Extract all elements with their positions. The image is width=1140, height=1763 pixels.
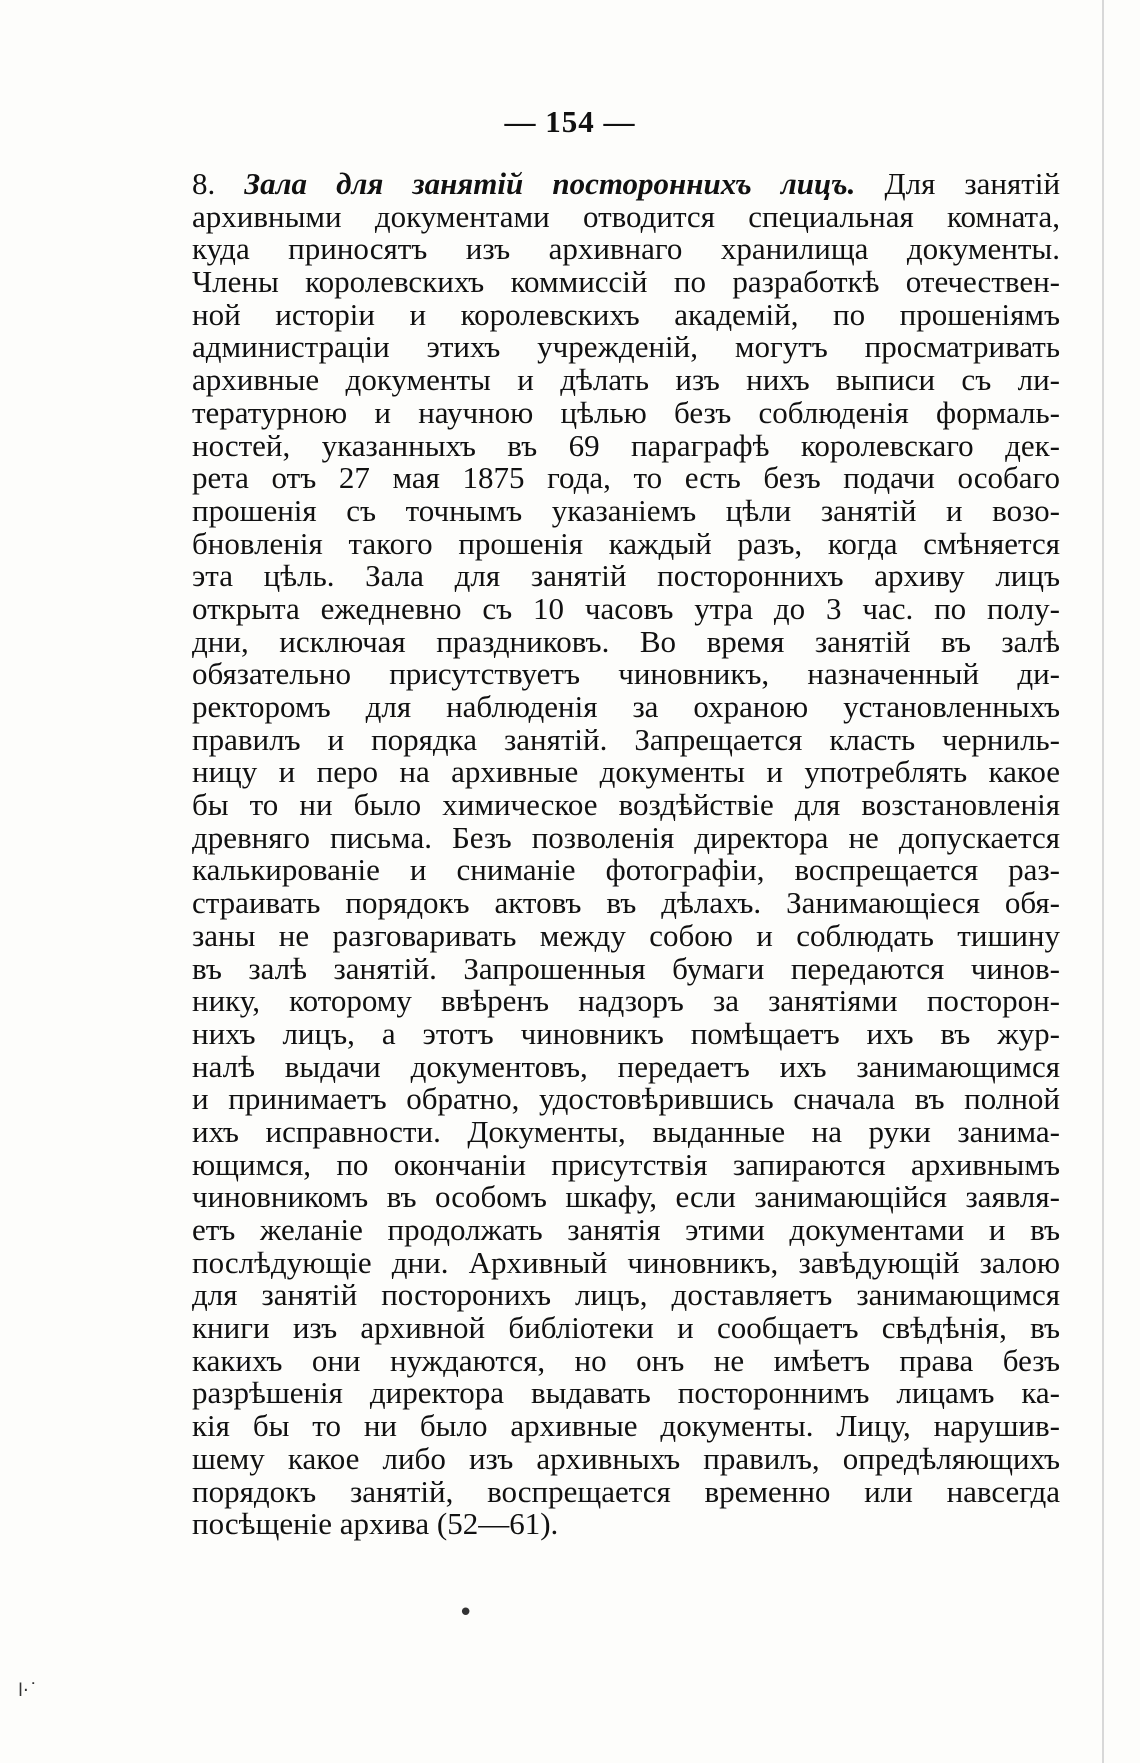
- text-line: калькированіе и сниманіе фотографіи, воспрещается раз-: [192, 852, 1060, 888]
- text-line: и принимаетъ обратно, удостовѣрившись сначала въ полной: [192, 1081, 1060, 1117]
- first-line: [192, 168, 1060, 201]
- first-line-text: Для занятій: [884, 166, 1061, 201]
- text-line: открыта ежедневно съ 10 часовъ утра до 3 час. по полу-: [192, 590, 1060, 626]
- text-line: тературною и научною цѣлью безъ соблюденія формаль-: [192, 394, 1060, 430]
- text-line: архивными документами отводится специальная комната,: [192, 198, 1060, 234]
- text-line: шему какое либо изъ архивныхъ правилъ, опредѣляющихъ: [192, 1440, 1060, 1476]
- corner-scan-mark: ⅼ·˙: [18, 1680, 38, 1701]
- text-line: прошенія съ точнымъ указаніемъ цѣли занятій и возо-: [192, 492, 1060, 528]
- text-line: ющимся, по окончаніи присутствія запираются архивнымъ: [192, 1146, 1060, 1182]
- text-line: обязательно присутствуетъ чиновникъ, назначенный ди-: [192, 656, 1060, 692]
- section-number: 8.: [192, 166, 216, 201]
- text-line: рета отъ 27 мая 1875 года, то есть безъ подачи особаго: [192, 460, 1060, 496]
- text-line: ницу и перо на архивные документы и употреблять какое: [192, 754, 1060, 790]
- text-line: нихъ лицъ, а этотъ чиновникъ помѣщаетъ ихъ въ жур-: [192, 1015, 1060, 1051]
- page-number: — 154 —: [504, 104, 636, 139]
- stray-dot-mark: •: [458, 1598, 474, 1628]
- text-line: бы то ни было химическое воздѣйствіе для возстановленія: [192, 787, 1060, 823]
- text-line: етъ желаніе продолжать занятія этими документами и въ: [192, 1212, 1060, 1247]
- text-line: заны не разговаривать между собою и соблюдать тишину: [192, 917, 1060, 953]
- text-line-last: посѣщеніе архива (52—61).: [192, 1506, 559, 1542]
- text-line: кія бы то ни было архивные документы. Лицу, нарушив-: [192, 1408, 1060, 1444]
- text-line: архивные документы и дѣлать изъ нихъ выписи съ ли-: [192, 362, 1060, 398]
- text-line: ректоромъ для наблюденія за охраною установленныхъ: [192, 689, 1060, 724]
- text-line: налѣ выдачи документовъ, передаетъ ихъ занимающимся: [192, 1048, 1060, 1084]
- text-line: книги изъ архивной библіотеки и сообщаетъ свѣдѣнія, въ: [192, 1310, 1060, 1346]
- text-line: древняго письма. Безъ позволенія директора не допускается: [192, 819, 1060, 855]
- text-line: нику, которому ввѣренъ надзоръ за занятіями посторон-: [192, 983, 1060, 1019]
- text-line: какихъ они нуждаются, но онъ не имѣетъ права безъ: [192, 1342, 1060, 1378]
- text-line: куда приносятъ изъ архивнаго хранилища документы.: [192, 231, 1060, 267]
- text-line: ностей, указанныхъ въ 69 параграфѣ королевскаго дек-: [192, 427, 1060, 463]
- text-line: дни, исключая праздниковъ. Во время занятій въ залѣ: [192, 623, 1060, 659]
- text-line: страивать порядокъ актовъ въ дѣлахъ. Занимающіеся обя-: [192, 885, 1060, 921]
- text-line: чиновникомъ въ особомъ шкафу, если занимающійся заявля-: [192, 1179, 1060, 1215]
- text-line: правилъ и порядка занятій. Запрещается класть черниль-: [192, 721, 1060, 757]
- text-line: порядокъ занятій, воспрещается временно или навсегда: [192, 1473, 1060, 1509]
- text-line: бновленія такого прошенія каждый разъ, когда смѣняется: [192, 525, 1060, 561]
- text-line: разрѣшенія директора выдавать постороннимъ лицамъ ка-: [192, 1375, 1060, 1411]
- text-line: ной исторіи и королевскихъ академій, по прошеніямъ: [192, 296, 1060, 332]
- text-line: ихъ исправности. Документы, выданные на руки занима-: [192, 1113, 1060, 1149]
- scan-edge-line: [1102, 0, 1104, 1763]
- text-line: эта цѣль. Зала для занятій постороннихъ архиву лицъ: [192, 558, 1060, 594]
- text-line: для занятій посторонихъ лицъ, доставляетъ занимающимся: [192, 1277, 1060, 1313]
- section-heading: Зала для занятій постороннихъ лицъ.: [244, 166, 856, 201]
- text-line: послѣдующіе дни. Архивный чиновникъ, завѣдующій залою: [192, 1244, 1060, 1280]
- text-line: Члены королевскихъ коммиссій по разработкѣ отечествен-: [192, 264, 1060, 300]
- text-line: администраціи этихъ учрежденій, могутъ просматривать: [192, 329, 1060, 365]
- body-text: [192, 168, 1060, 1541]
- text-line: въ залѣ занятій. Запрошенныя бумаги передаются чинов-: [192, 950, 1060, 986]
